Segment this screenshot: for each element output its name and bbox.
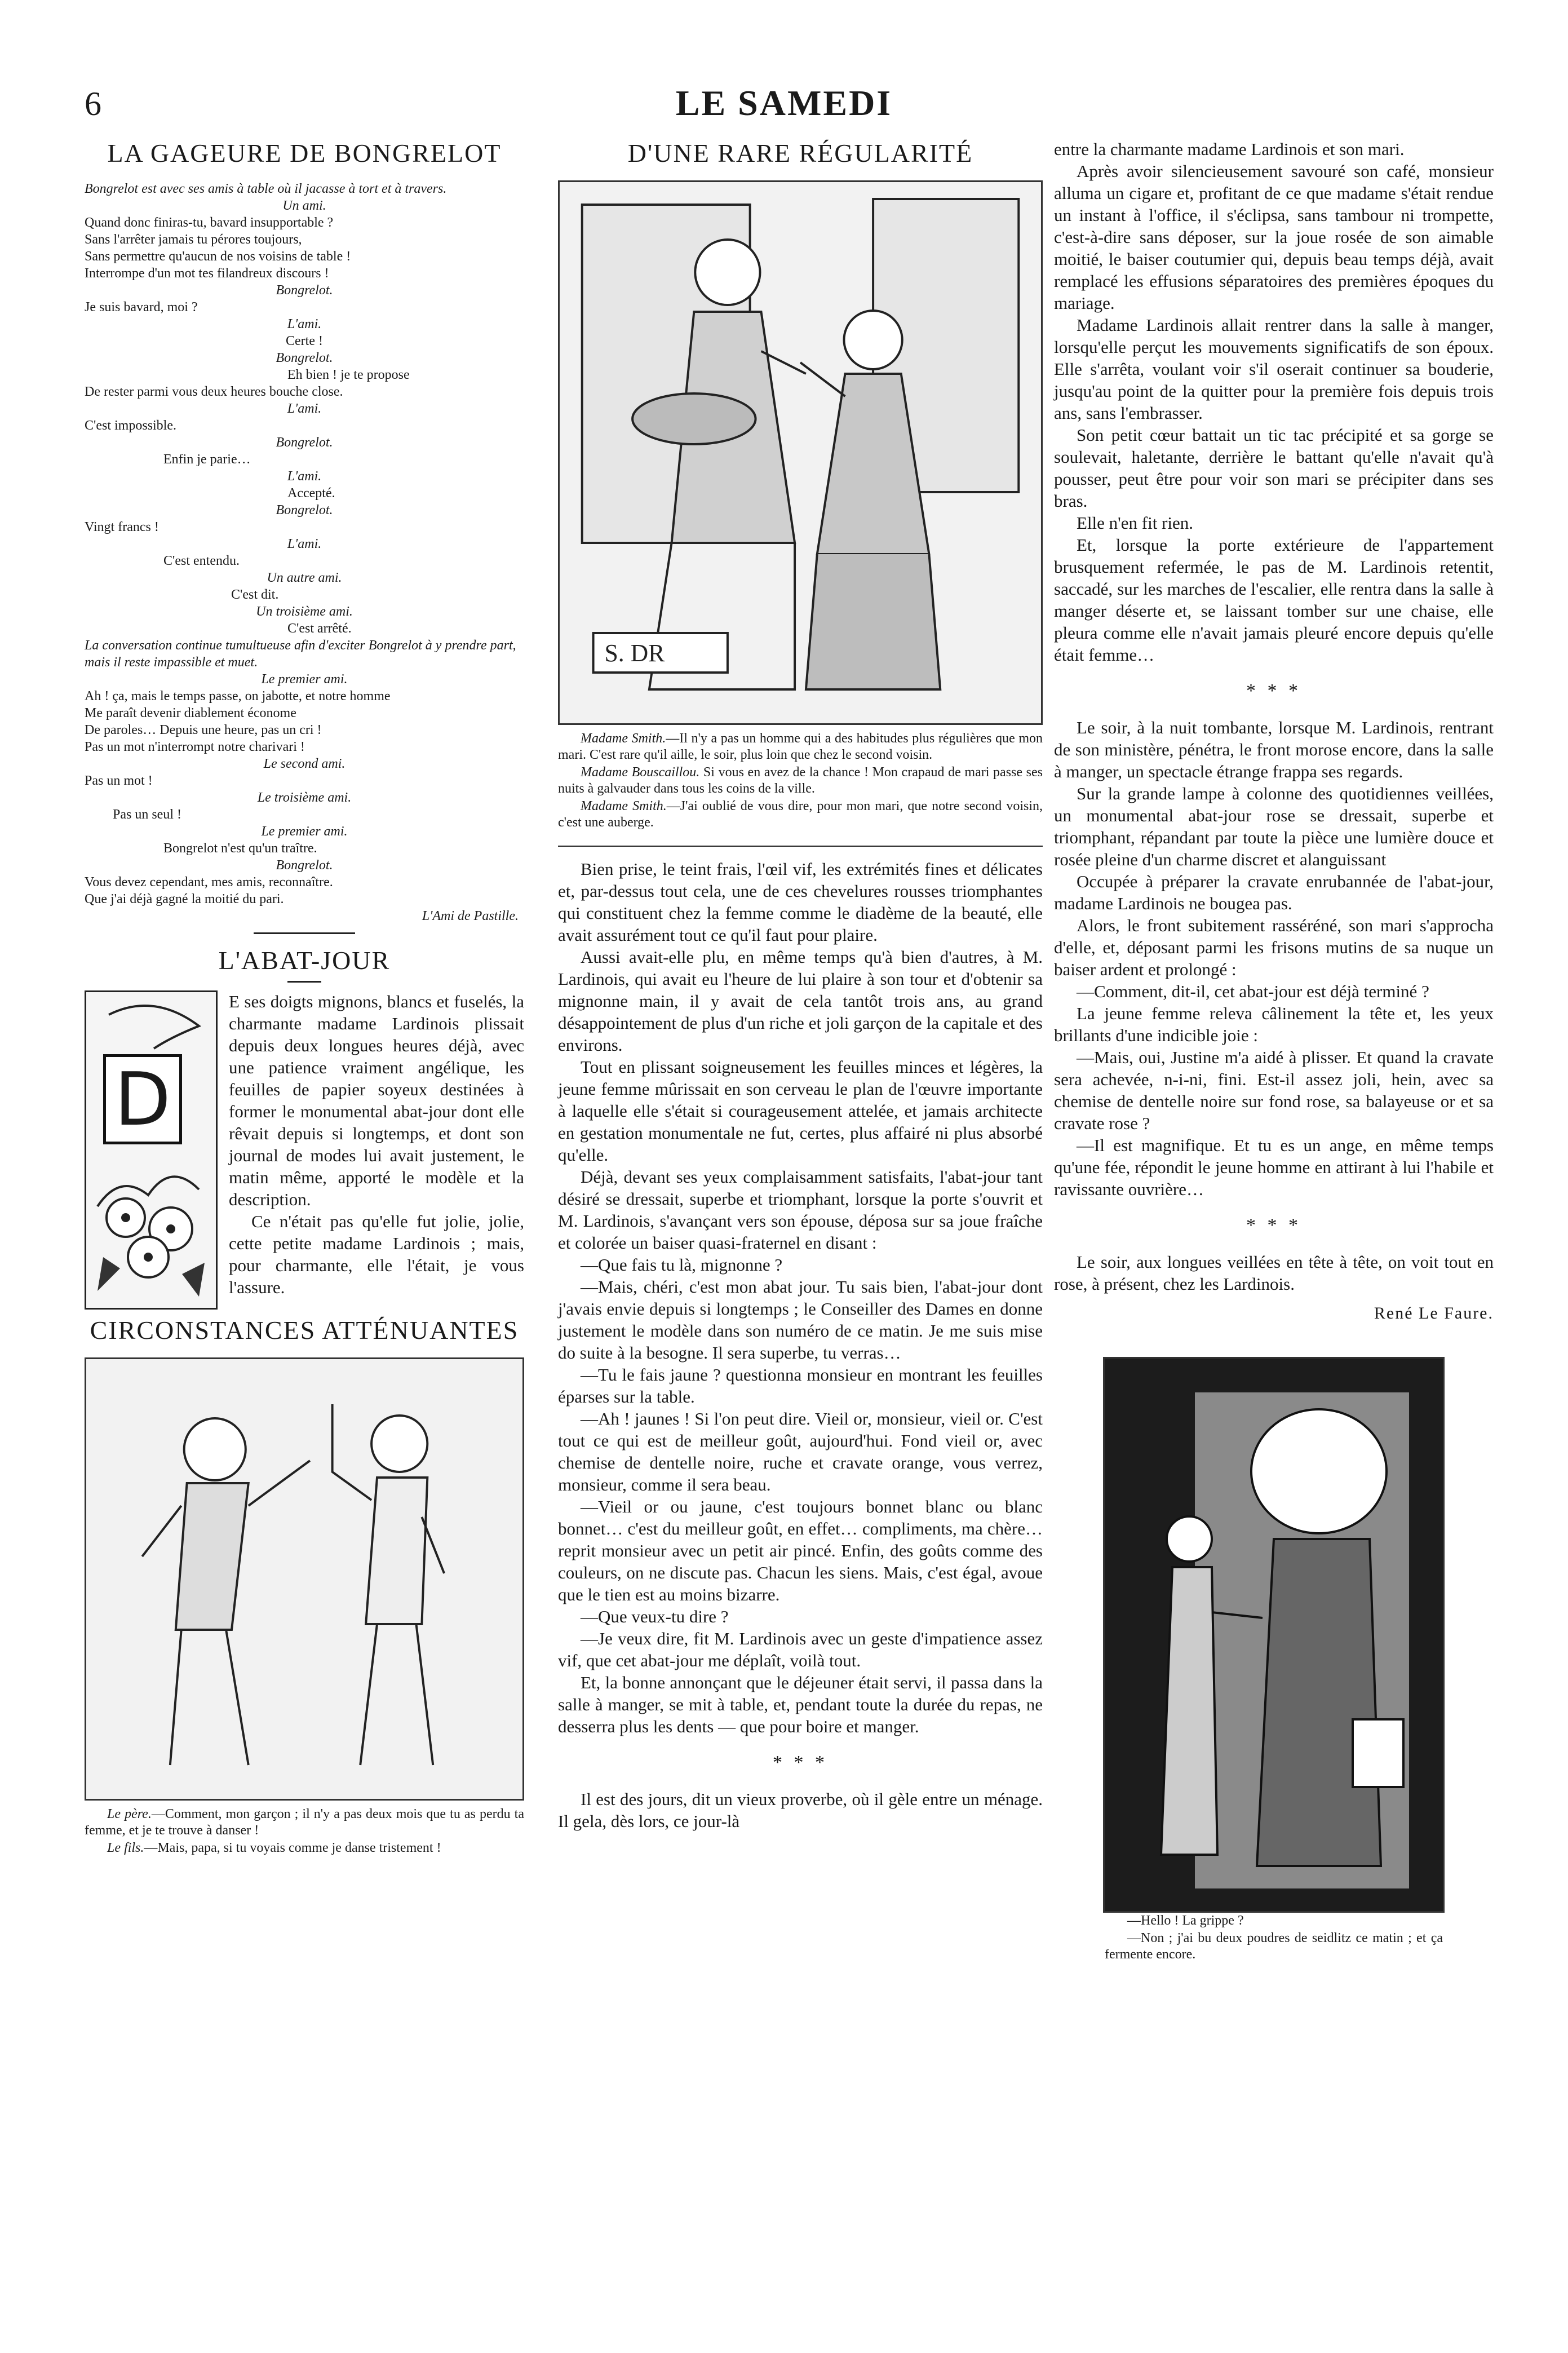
story-closing xyxy=(1054,1251,1494,1295)
two-women-talking-illustration-icon xyxy=(560,182,1041,723)
story-continuation-end xyxy=(558,1788,1043,1832)
cartoon-illustration-father-son xyxy=(85,1357,524,1801)
verse-line: Le troisième ami. xyxy=(257,790,352,805)
story-part-2 xyxy=(1054,716,1494,1200)
verse-line: C'est dit. xyxy=(231,587,279,602)
story-paragraph: —Comment, dit-il, cet abat-jour est déjà terminé ? xyxy=(1077,981,1429,1001)
journal-title: LE SAMEDI xyxy=(675,83,893,123)
section-divider xyxy=(254,932,355,934)
verse-line: Me paraît devenir diablement économe xyxy=(85,706,296,720)
verse-line: Un ami. xyxy=(282,198,326,213)
dropcap-illustration xyxy=(85,990,218,1310)
verse-line: Interrompe d'un mot tes filandreux discours ! xyxy=(85,266,329,281)
abatjour-intro xyxy=(85,990,524,1298)
verse-line: C'est impossible. xyxy=(85,418,176,433)
verse-line: De paroles… Depuis une heure, pas un cri ! xyxy=(85,723,322,737)
verse-line: De rester parmi vous deux heures bouche close. xyxy=(85,384,343,399)
abatjour-paragraph: Ce n'était pas qu'elle fut jolie, jolie, cette petite madame Lardinois ; mais, pour charmante, elle l'était, je vous l'assure. xyxy=(229,1211,524,1297)
section-stars: * * * xyxy=(1246,1215,1301,1236)
story-part-1 xyxy=(1054,138,1494,666)
story-paragraph: —Que fais tu là, mignonne ? xyxy=(581,1255,783,1275)
column-right xyxy=(1054,138,1494,1964)
verse-line: L'ami. xyxy=(287,401,322,416)
caption-text: —Non ; j'ai bu deux poudres de seidlitz ce matin ; et ça fermente encore. xyxy=(1105,1931,1443,1962)
story-paragraph: Et, la bonne annonçant que le déjeuner était servi, il passa dans la salle à manger, se mit à table, et, pendant toute la durée du repas, ne desserra plus les dents — que pour boire et manger. xyxy=(558,1673,1043,1736)
verse-line: Vingt francs ! xyxy=(85,520,159,534)
cartoon-caption xyxy=(85,1806,524,1856)
caption-speaker: Madame Smith. xyxy=(581,731,666,746)
story-paragraph: Son petit cœur battait un tic tac précipité et sa gorge se soulevait, haletante, derrière le battant qu'elle n'avait qu'à pousser, peut être pour voir son mari se précipiter dans ses bras. xyxy=(1054,425,1494,511)
story-paragraph: —Mais, oui, Justine m'a aidé à plisser. Et quand la cravate sera achevée, n-i-ni, fini. Est-il assez joli, hein, avec sa chemise de dentelle noire sur fond rose, sa balayeuse or et sa cravate rose ? xyxy=(1054,1047,1494,1133)
story-paragraph: —Il est magnifique. Et tu es un ange, en même temps qu'une fée, répondit le jeune homme en attirant à lui l'habile et ravissante ouvrière… xyxy=(1054,1135,1494,1199)
verse-line: Le premier ami. xyxy=(261,824,348,839)
dancing-men-illustration-icon xyxy=(86,1359,522,1799)
story-paragraph: Déjà, devant ses yeux complaisamment satisfaits, l'abat-jour tant désiré se dressait, superbe et triomphant, lorsque la porte s'ouvrit et M. Lardinois, s'avançant vers son épouse, déposa sur sa joue fraîche et colorée un baiser quasi-fraternel en disant : xyxy=(558,1167,1043,1253)
title-underline xyxy=(287,981,321,983)
story-paragraph: —Je veux dire, fit M. Lardinois avec un geste d'impatience assez vif, que cet abat-jour me déplaît, voilà tout. xyxy=(558,1629,1043,1670)
verse-line: Sans permettre qu'aucun de nos voisins de table ! xyxy=(85,249,351,264)
verse-line: Certe ! xyxy=(286,334,323,348)
cartoon-title: CIRCONSTANCES ATTÉNUANTES xyxy=(90,1316,519,1344)
verse-line: Pas un seul ! xyxy=(113,807,181,822)
story-paragraph: —Mais, chéri, c'est mon abat jour. Tu sais bien, l'abat-jour dont j'avais envie depuis si longtemps ; le Conseiller des Dames en donne justement le modèle dans son numéro de ce matin. Je me suis mise do suite à la besogne. Il sera superbe, tu verras… xyxy=(558,1277,1043,1363)
cartoon-caption xyxy=(558,731,1043,831)
verse-line: Je suis bavard, moi ? xyxy=(85,300,198,315)
verse-line: Vous devez cependant, mes amis, reconnaître. xyxy=(85,875,333,890)
caption-divider xyxy=(558,846,1043,847)
verse-line: L'Ami de Pastille. xyxy=(422,909,519,923)
story-paragraph: Alors, le front subitement rasséréné, son mari s'approcha d'elle, et, déposant parmi les frisons mutins de sa nuque un baiser ardent et prolongé : xyxy=(1054,915,1494,979)
verse-line: Quand donc finiras-tu, bavard insupportable ? xyxy=(85,215,334,230)
story-paragraph: —Vieil or ou jaune, c'est toujours bonnet blanc ou blanc bonnet… c'est du meilleur goût, en effet… compliments, ma chère… reprit monsieur avec un petit air pincé. Enfin, des goûts comme des couleurs, on ne discute pas. Chacun les siens. Mais, c'est égal, avoue que le tien est au moins bizarre. xyxy=(558,1497,1043,1604)
verse-line: Sans l'arrêter jamais tu pérores toujours, xyxy=(85,232,302,247)
caption-speaker: Madame Smith. xyxy=(581,799,667,813)
story-paragraph: Madame Lardinois allait rentrer dans la salle à manger, lorsqu'elle perçut les mouvements significatifs de son époux. Elle s'arrêta, voulant voir s'il oserait continuer sa bouderie, jusqu'au point de la quitter pour la première fois depuis trois ans, sans l'embrasser. xyxy=(1054,315,1494,423)
caption-speaker: Madame Bouscaillou. xyxy=(581,765,700,780)
caption-text: —Hello ! La grippe ? xyxy=(1127,1913,1244,1928)
verse-line: Un autre ami. xyxy=(267,570,342,585)
two-women-illustration xyxy=(558,180,1043,725)
column-middle xyxy=(558,138,1043,1832)
abatjour-title: L'ABAT-JOUR xyxy=(218,946,391,975)
author-signature: René Le Faure. xyxy=(1374,1304,1494,1323)
column-left xyxy=(85,138,524,1857)
verse-line: Pas un mot n'interrompt notre charivari ! xyxy=(85,740,305,754)
verse-line: L'ami. xyxy=(287,317,322,331)
caption-speaker: Le fils. xyxy=(107,1841,144,1855)
fizzing-man-illustration-icon xyxy=(1105,1359,1443,1911)
story-paragraph: Et, lorsque la porte extérieure de l'appartement brusquement refermée, le pas de M. Lardinois retentit, saccadé, sur les marches de l'escalier, elle rentra dans la salle à manger déserte et, se laissant tomber sur une chaise, elle pleura comme elle n'avait jamais pleuré encore depuis qu'elle était femme… xyxy=(1054,535,1494,665)
story-continuation xyxy=(558,858,1043,1737)
story-paragraph: Après avoir silencieusement savouré son café, monsieur alluma un cigare et, profitant de ce que madame s'était rendue un instant à l'office, il s'éclipsa, sans tambour ni trompette, c'est-à-dire sans déposer, sur la joue rosée de son aimable moitié, le baiser coutumier qui, depuis beau temps déjà, avait remplacé les effusions séparatoires des premières époques du mariage. xyxy=(1054,161,1494,313)
doctor-patient-illustration xyxy=(1103,1357,1445,1913)
verse-line: Le premier ami. xyxy=(261,672,348,687)
verse-line: Bongrelot. xyxy=(276,858,333,873)
abatjour-paragraph: E ses doigts mignons, blancs et fuselés, la charmante madame Lardinois plissait depuis deux longues heures déjà, avec une patience vraiment angélique, les feuilles de papier soyeux destinées à former le monumental abat-jour dont elle rêvait depuis si longtemps, et dont son journal de modes lui avait justement, le matin même, apporté le modèle et la description. xyxy=(229,992,524,1209)
caption-text: Si vous en avez de la chance ! Mon crapaud de mari passe ses nuits à galvauder dans tous les coins de la ville. xyxy=(558,765,1043,796)
caption-text: —Comment, mon garçon ; il n'y a pas deux mois que tu as perdu ta femme, et je te trouve à danser ! xyxy=(85,1807,524,1838)
cartoon-caption xyxy=(1105,1913,1443,1963)
poem-title: LA GAGEURE DE BONGRELOT xyxy=(107,139,502,167)
verse-line: Le second ami. xyxy=(263,757,346,771)
verse-line: Bongrelot. xyxy=(276,283,333,298)
story-paragraph: Il est des jours, dit un vieux proverbe, où il gèle entre un ménage. Il gela, dès lors, ce jour-là xyxy=(558,1789,1043,1831)
dropcap-letter: D xyxy=(114,1056,171,1142)
caption-text: —J'ai oublié de vous dire, pour mon mari, que notre second voisin, c'est une auberge. xyxy=(558,799,1043,830)
verse-line: Eh bien ! je te propose xyxy=(287,368,410,382)
story-paragraph: entre la charmante madame Lardinois et son mari. xyxy=(1054,139,1405,159)
verse-line: L'ami. xyxy=(287,537,322,551)
verse-line: Enfin je parie… xyxy=(163,452,251,467)
poem-verse xyxy=(85,180,524,925)
shop-sign-text: S. DR xyxy=(604,639,665,667)
story-paragraph: Bien prise, le teint frais, l'œil vif, les extrémités fines et délicates et, par-dessus tout cela, une de ces chevelures rousses triomphantes qui constituent chez la femme comme le diadème de la beauté, elle avait assurément tout ce qu'il faut pour plaire. xyxy=(558,859,1043,945)
verse-line: La conversation continue tumultueuse afin d'exciter Bongrelot à y prendre part, mais il reste impassible et muet. xyxy=(85,638,516,670)
verse-line: Bongrelot n'est qu'un traître. xyxy=(163,841,317,856)
verse-line: Un troisième ami. xyxy=(256,604,353,619)
flower-ornament-icon xyxy=(86,992,216,1308)
story-paragraph: Tout en plissant soigneusement les feuilles minces et légères, la jeune femme mûrissait en son cerveau le plan de l'œuvre importante à laquelle elle s'était si courageusement attelée, et jamais architecte en gestation monumentale ne fut, certes, plus affairé ni plus absorbé qu'elle. xyxy=(558,1057,1043,1165)
page-number: 6 xyxy=(85,85,101,122)
verse-line: Bongrelot est avec ses amis à table où il jacasse à tort et à travers. xyxy=(85,182,447,196)
verse-line: L'ami. xyxy=(287,469,322,484)
verse-line: Bongrelot. xyxy=(276,503,333,518)
verse-line: C'est arrêté. xyxy=(287,621,352,636)
story-paragraph: Occupée à préparer la cravate enrubannée de l'abat-jour, madame Lardinois ne bougea pas. xyxy=(1054,872,1494,913)
story-paragraph: Elle n'en fit rien. xyxy=(1077,513,1194,533)
section-stars: * * * xyxy=(1246,680,1301,701)
verse-line: Que j'ai déjà gagné la moitié du pari. xyxy=(85,892,284,906)
caption-speaker: Le père. xyxy=(107,1807,152,1821)
story-paragraph: La jeune femme releva câlinement la tête et, les yeux brillants d'une indicible joie : xyxy=(1054,1003,1494,1045)
verse-line: Pas un mot ! xyxy=(85,773,153,788)
caption-text: —Mais, papa, si tu voyais comme je danse tristement ! xyxy=(144,1841,441,1855)
story-paragraph: Aussi avait-elle plu, en même temps qu'à bien d'autres, à M. Lardinois, qui avait eu l'heure de lui plaire à son tour et d'obtenir sa mignonne main, il y avait de cela tantôt trois ans, au grand désappointement de plus d'un riche et joli garçon de la capitale et des environs. xyxy=(558,947,1043,1055)
story-paragraph: —Que veux-tu dire ? xyxy=(581,1607,729,1626)
story-paragraph: Sur la grande lampe à colonne des quotidiennes veillées, un monumental abat-jour rose se dressait, superbe et triomphant, répandant par toute la pièce une lumière douce et rosée pleine d'un charme discret et alanguissant xyxy=(1054,784,1494,869)
page-header xyxy=(0,85,1568,130)
story-paragraph: —Ah ! jaunes ! Si l'on peut dire. Vieil or, monsieur, vieil or. C'est tout ce qui est de meilleur goût, aujourd'hui. Fond vieil or, avec chemise de dentelle noire, ruche et cravate orange, vous verrez, monsieur, comme il sera beau. xyxy=(558,1409,1043,1494)
dropcap-frame xyxy=(103,1054,182,1144)
verse-line: C'est entendu. xyxy=(163,554,240,568)
caption-text: —Il n'y a pas un homme qui a des habitudes plus régulières que mon mari. C'est rare qu'il aille, le soir, plus loin que chez le second voisin. xyxy=(558,731,1043,762)
verse-line: Bongrelot. xyxy=(276,351,333,365)
story-paragraph: Le soir, aux longues veillées en tête à tête, on voit tout en rose, à présent, chez les Lardinois. xyxy=(1054,1252,1494,1294)
verse-line: Ah ! ça, mais le temps passe, on jabotte, et notre homme xyxy=(85,689,391,704)
story-paragraph: —Tu le fais jaune ? questionna monsieur en montrant les feuilles éparses sur la table. xyxy=(558,1365,1043,1407)
section-stars: * * * xyxy=(773,1752,828,1773)
verse-line: Bongrelot. xyxy=(276,435,333,450)
verse-line: Accepté. xyxy=(287,486,335,501)
story-paragraph: Le soir, à la nuit tombante, lorsque M. Lardinois, rentrant de son ministère, pénétra, le front morose encore, dans la salle à manger, un spectacle étrange frappa ses regards. xyxy=(1054,718,1494,781)
cartoon-title: D'UNE RARE RÉGULARITÉ xyxy=(627,139,973,167)
